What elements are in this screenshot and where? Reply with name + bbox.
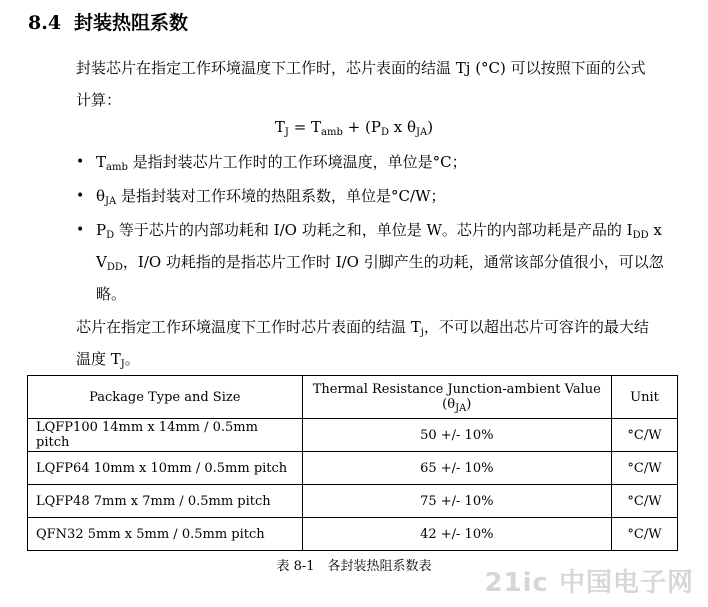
header-unit: Unit xyxy=(612,376,678,419)
cell-unit: °C/W xyxy=(612,419,678,452)
table-header-row xyxy=(28,376,678,419)
bullet-item-pd: $P_D$ 等于芯片的内部功耗和 I/O 功耗之和，单位是 W。芯片的内部功耗是产品的 $I_{DD}$ x xyxy=(96,221,662,241)
bullet-dot-icon: • xyxy=(76,188,85,204)
cell-value: 75 +/- 10% xyxy=(302,485,611,518)
bullet-dot-icon: • xyxy=(76,222,85,238)
cell-unit: °C/W xyxy=(612,485,678,518)
bullet-item-theta-ja: $\theta_{JA}$ 是指封装对工作环境的热阻系数，单位是°C/W； xyxy=(96,187,446,207)
table-caption: 表 8-1 各封装热阻系数表 xyxy=(276,559,432,574)
intro-line-2: 计算： xyxy=(76,91,122,109)
cell-package: QFN32 5mm x 5mm / 0.5mm pitch xyxy=(28,518,303,551)
outro-line-2: 温度 $T_J$。 xyxy=(76,350,140,370)
section-title: 封装热阻系数 xyxy=(74,12,189,34)
cell-package: LQFP48 7mm x 7mm / 0.5mm pitch xyxy=(28,485,303,518)
outro-line-1: 芯片在指定工作环境温度下工作时芯片表面的结温 $T_j$，不可以超出芯片可容许的最大结 xyxy=(76,318,649,338)
intro-paragraph xyxy=(76,52,684,116)
bullet-item-pd-line-3: 略。 xyxy=(96,285,127,303)
bullet-item-pd-line-2: $V_{DD}$，I/O 功耗指的是指芯片工作时 I/O 引脚产生的功耗，通常该部分值很小，可以忽 xyxy=(96,253,664,273)
intro-line-1: 封装芯片在指定工作环境温度下工作时，芯片表面的结温 Tj (°C) 可以按照下面的公式 xyxy=(76,59,646,77)
watermark-logo: 21ic 中国电子网 xyxy=(484,568,694,598)
bullet-item-tamb: $T_{amb}$ 是指封装芯片工作时的工作环境温度，单位是°C； xyxy=(96,153,467,173)
junction-temperature-formula: $T_J = T_{amb} + (P_D$ x $\theta_{JA}$) xyxy=(274,118,434,138)
section-number: 8.4 xyxy=(28,12,62,34)
cell-package: LQFP64 10mm x 10mm / 0.5mm pitch xyxy=(28,452,303,485)
outro-paragraph xyxy=(76,311,684,375)
cell-value: 65 +/- 10% xyxy=(302,452,611,485)
table-row xyxy=(28,452,678,485)
cell-package: LQFP100 14mm x 14mm / 0.5mm pitch xyxy=(28,419,303,452)
cell-unit: °C/W xyxy=(612,518,678,551)
table-row xyxy=(28,485,678,518)
table-row xyxy=(28,419,678,452)
bullet-dot-icon: • xyxy=(76,154,85,170)
cell-value: 50 +/- 10% xyxy=(302,419,611,452)
cell-unit: °C/W xyxy=(612,452,678,485)
header-value: Thermal Resistance Junction-ambient Value $(\theta_{JA})$ xyxy=(302,376,611,419)
table-row xyxy=(28,518,678,551)
section-heading xyxy=(28,8,188,35)
cell-value: 42 +/- 10% xyxy=(302,518,611,551)
thermal-resistance-table xyxy=(27,375,678,551)
header-package: Package Type and Size xyxy=(28,376,303,419)
